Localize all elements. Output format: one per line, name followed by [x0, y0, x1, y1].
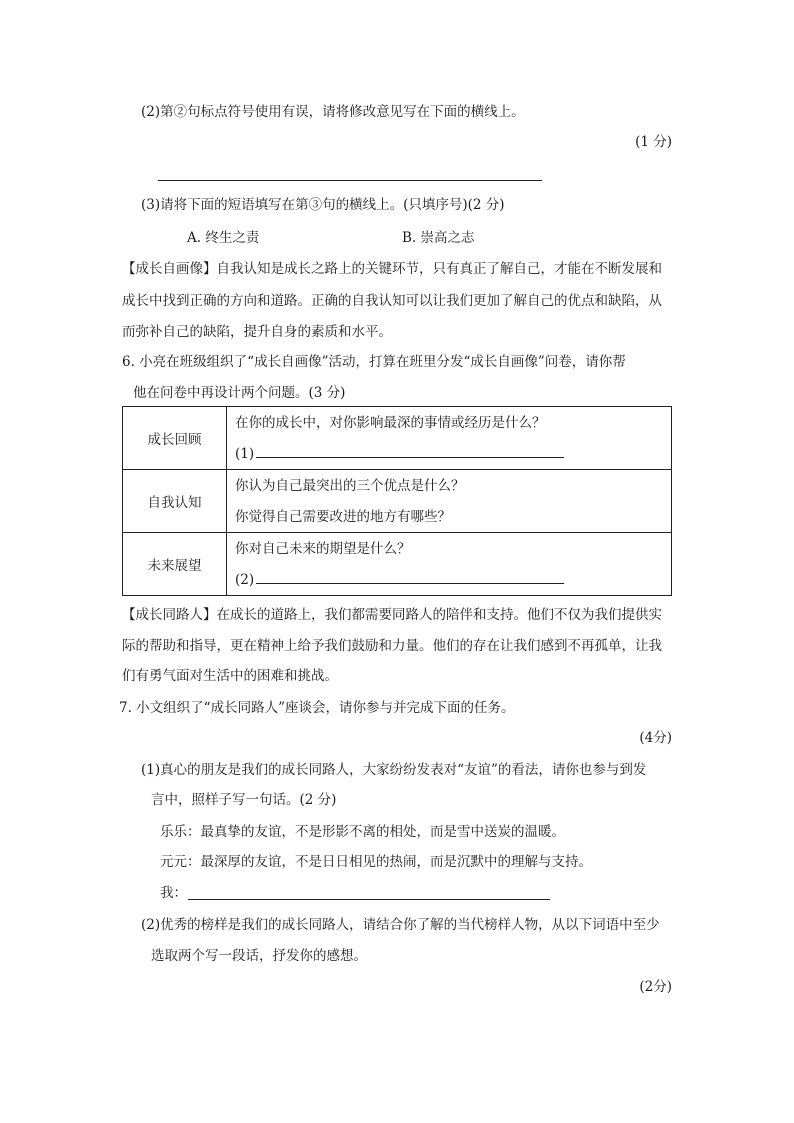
answer-slot-2[interactable]: [235, 570, 564, 590]
q5-part3-text: (3)请将下面的短语填写在第③句的横线上。(只填序号)(2 分): [141, 197, 505, 213]
option-a: A. 终生之责: [187, 230, 260, 246]
self-portrait-line3: 而弥补自己的缺陷，提升自身的素质和水平。: [122, 324, 392, 340]
category-cell: 未来展望: [123, 533, 227, 596]
my-answer-line[interactable]: [188, 899, 550, 900]
question-text: 你对自己未来的期望是什么？: [235, 541, 411, 557]
table-row: [123, 470, 672, 533]
example-lele: 乐乐：最真挚的友谊，不是形影不离的相处，而是雪中送炭的温暖。: [160, 824, 565, 840]
q7-part1-line1: (1)真心的朋友是我们的成长同路人，大家纷纷发表对“友谊”的看法，请你也参与到发: [141, 762, 647, 778]
question-text: 在你的成长中，对你影响最深的事情或经历是什么？: [235, 415, 546, 431]
example-yuanyuan: 元元：最深厚的友谊，不是日日相见的热闹，而是沉默中的理解与支持。: [160, 854, 592, 870]
question-text: 你认为自己最突出的三个优点是什么？: [235, 478, 465, 494]
companion-line3: 们有勇气面对生活中的困难和挑战。: [122, 668, 338, 684]
questionnaire-table: [122, 406, 672, 596]
q5-part2-text: (2)第②句标点符号使用有误，请将修改意见写在下面的横线上。: [141, 104, 525, 120]
option-b: B. 崇高之志: [402, 230, 475, 246]
answer-blank[interactable]: [256, 445, 564, 458]
q7-line1: 7. 小文组织了“成长同路人”座谈会，请你参与并完成下面的任务。: [119, 700, 515, 716]
category-cell: 成长回顾: [123, 407, 227, 470]
q7-part1-line2: 言中，照样子写一句话。(2 分): [151, 792, 337, 808]
q5-part2-score: (1 分): [635, 134, 672, 150]
answer-number: (1): [235, 446, 255, 462]
q6-line2: 他在问卷中再设计两个问题。(3 分): [133, 385, 346, 401]
answer-blank[interactable]: [256, 571, 564, 584]
q7-part2-score: (2分): [639, 979, 672, 995]
question-cell: [227, 470, 672, 533]
category-cell: 自我认知: [123, 470, 227, 533]
q7-part2-line2: 选取两个写一段话，抒发你的感想。: [151, 948, 367, 964]
self-portrait-line1: 【成长自画像】自我认知是成长之路上的关键环节，只有真正了解自己，才能在不断发展和: [122, 261, 662, 277]
question-cell: [227, 407, 672, 470]
table-row: [123, 533, 672, 596]
table-row: [123, 407, 672, 470]
question-text: 你觉得自己需要改进的地方有哪些？: [235, 509, 451, 525]
answer-slot-1[interactable]: [235, 444, 564, 464]
q6-line1: 6. 小亮在班级组织了“成长自画像”活动，打算在班里分发“成长自画像”问卷，请你帮: [122, 354, 626, 370]
q5-answer-line[interactable]: [158, 180, 542, 181]
answer-number: (2): [235, 572, 255, 588]
self-portrait-line2: 成长中找到正确的方向和道路。正确的自我认知可以让我们更加了解自己的优点和缺陷，从: [122, 293, 662, 309]
my-answer-label: 我：: [160, 885, 187, 901]
companion-line1: 【成长同路人】在成长的道路上，我们都需要同路人的陪伴和支持。他们不仅为我们提供实: [122, 607, 662, 623]
q7-score: (4分): [639, 730, 672, 746]
companion-line2: 际的帮助和指导，更在精神上给予我们鼓励和力量。他们的存在让我们感到不再孤单，让我: [122, 638, 662, 654]
q7-part2-line1: (2)优秀的榜样是我们的成长同路人，请结合你了解的当代榜样人物，从以下词语中至少: [141, 917, 660, 933]
question-cell: [227, 533, 672, 596]
